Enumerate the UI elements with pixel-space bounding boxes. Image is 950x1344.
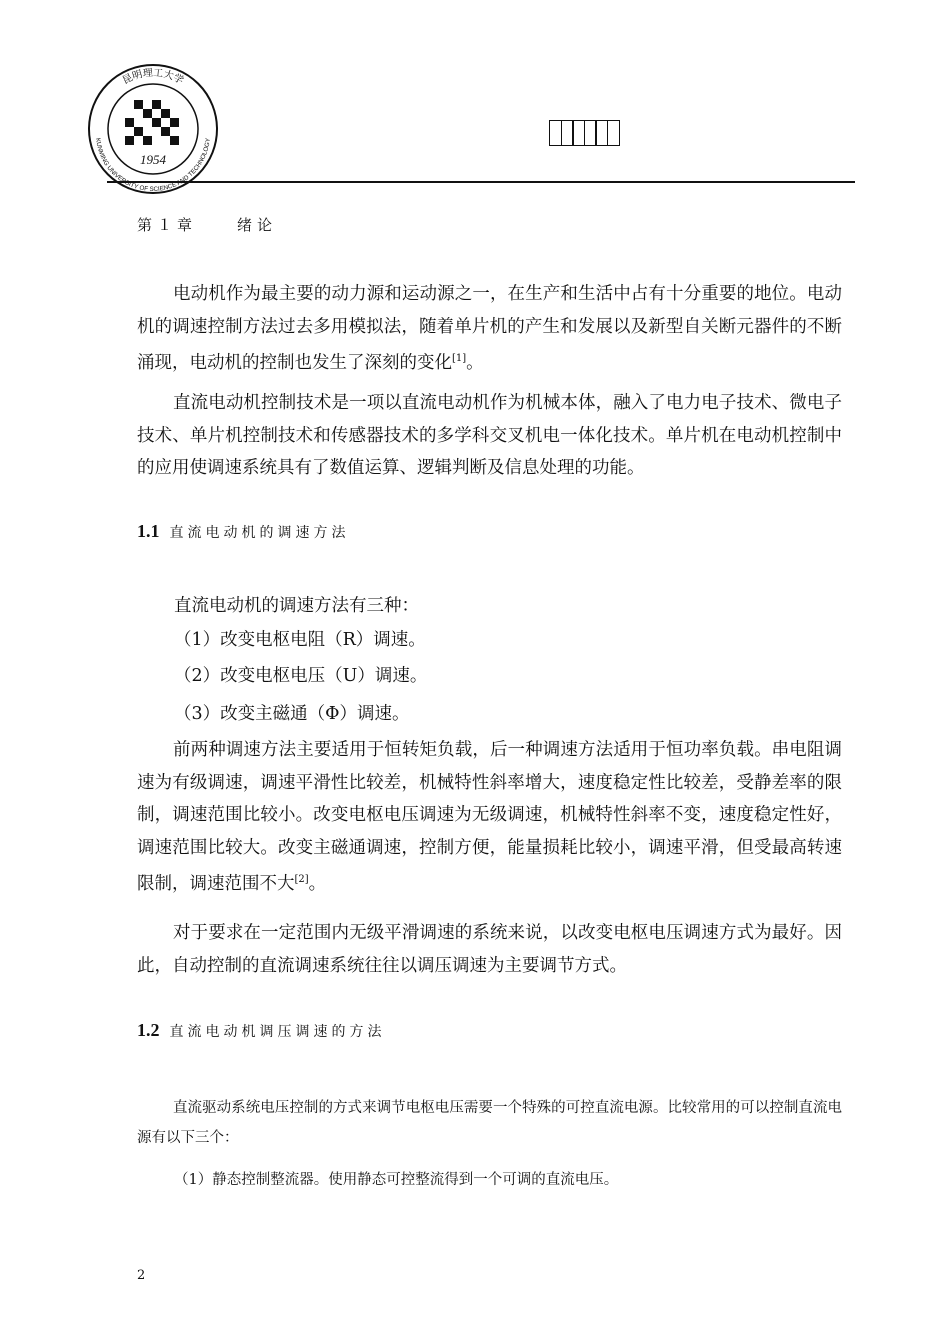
- header-rule: [107, 181, 855, 183]
- header-title-glyphs: [549, 120, 618, 146]
- section-title: 直流电动机的调速方法: [169, 526, 350, 541]
- section1-lead: 直流电动机的调速方法有三种：: [174, 596, 419, 616]
- section-number: 1.1: [137, 521, 160, 541]
- list-item: （3）改变主磁通（Φ）调速。: [174, 704, 410, 724]
- logo-ring-bottom: KUNMING UNIVERSITY OF SCIENCE AND TECHNOLOGY: [94, 137, 212, 194]
- university-logo: [86, 62, 220, 196]
- section-heading-1-1: [137, 521, 350, 542]
- list-item: （1）静态控制整流器。使用静态可控整流得到一个可调的直流电压。: [174, 1172, 619, 1188]
- citation-2[interactable]: [2]: [294, 874, 309, 885]
- section1-paragraph-2: 对于要求在一定范围内无级平滑调速的系统来说，以改变电枢电压调速方式为最好。因此，自动控制的直流调速系统往往以调压调速为主要调节方式。: [137, 923, 842, 976]
- section-number: 1.2: [137, 1020, 160, 1040]
- section-heading-1-2: [137, 1020, 386, 1041]
- section2-paragraph-1: 直流驱动系统电压控制的方式来调节电枢电压需要一个特殊的可控直流电源。比较常用的可以控制直流电源有以下三个：: [137, 1100, 842, 1146]
- chapter-heading: [137, 214, 277, 235]
- citation-1[interactable]: [1]: [452, 353, 467, 364]
- intro-paragraph-2: 直流电动机控制技术是一项以直流电动机作为机械本体，融入了电力电子技术、微电子技术、单片机控制技术和传感器技术的多学科交叉机电一体化技术。单片机在电动机控制中的应用使调速系统具有了数值运算、逻辑判断及信息处理的功能。: [137, 393, 842, 478]
- section-title: 直流电动机调压调速的方法: [169, 1025, 386, 1040]
- list-item: （2）改变电枢电压（U）调速。: [174, 666, 428, 686]
- logo-year: 1954: [140, 152, 166, 167]
- logo-ring-top: 昆明理工大学: [120, 67, 186, 87]
- page-number: 2: [137, 1268, 146, 1283]
- chapter-number: 第１章: [137, 216, 198, 234]
- chapter-title: 绪论: [237, 216, 278, 234]
- section1-paragraph-1: 前两种调速方法主要适用于恒转矩负载，后一种调速方法适用于恒功率负载。串电阻调速为有级调速，调速平滑性比较差，机械特性斜率增大，速度稳定性比较差，受静差率的限制，调速范围比较小。改变电枢电压调速为无级调速，机械特性斜率不变，速度稳定性好，调速范围比较大。改变主磁通调速，控制方便，能量损耗比较小，调速平滑，但受最高转速限制，调速范围不大[2]。: [137, 740, 842, 894]
- list-item: （1）改变电枢电阻（R）调速。: [174, 630, 426, 650]
- intro-paragraph-1: 电动机作为最主要的动力源和运动源之一，在生产和生活中占有十分重要的地位。电动机的调速控制方法过去多用模拟法，随着单片机的产生和发展以及新型自关断元器件的不断涌现，电动机的控制也发生了深刻的变化[1]。: [137, 284, 842, 373]
